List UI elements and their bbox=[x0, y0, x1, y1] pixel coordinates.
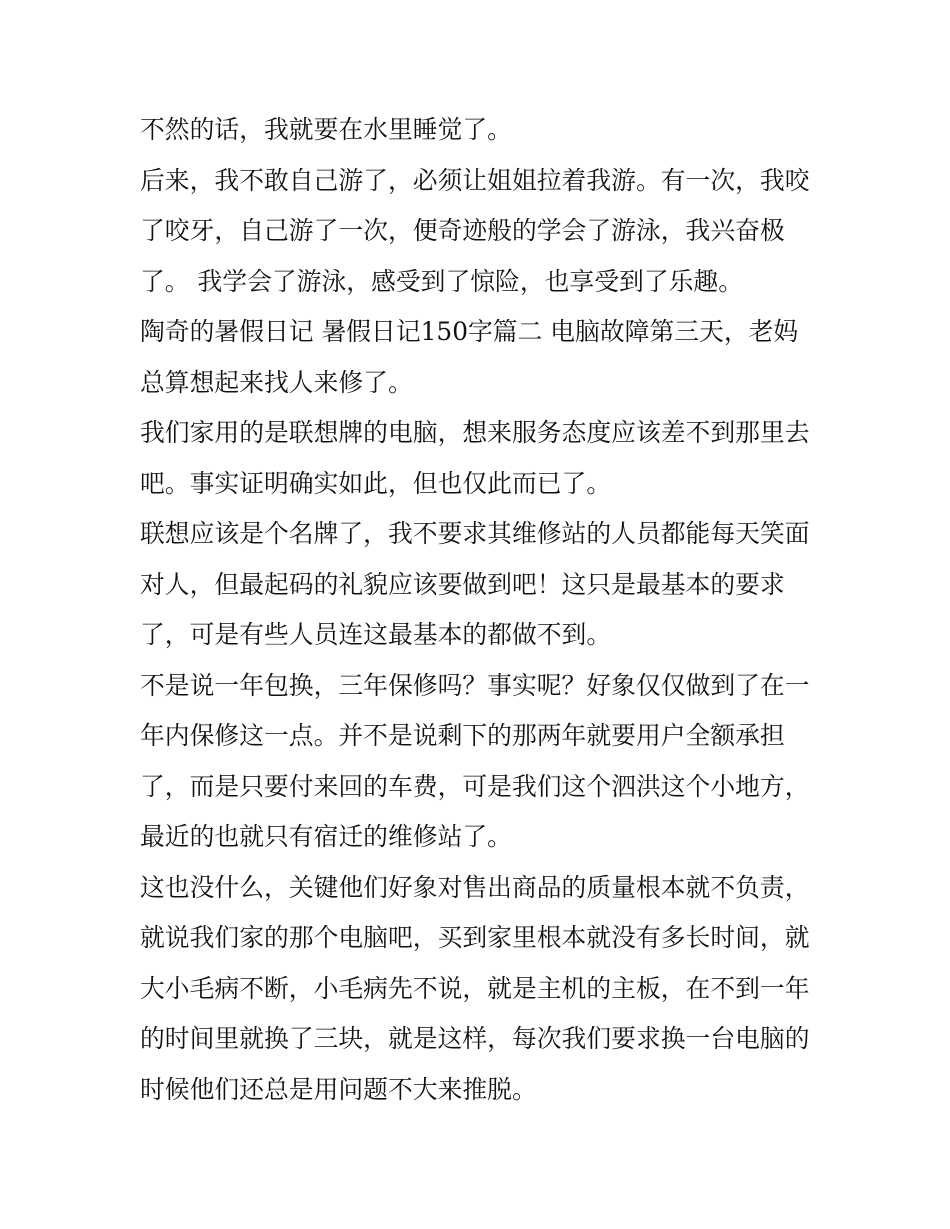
text-line: 联想应该是个名牌了，我不要求其维修站的人员都能每天笑面 bbox=[140, 519, 810, 548]
text-line: 时候他们还总是用问题不大来推脱。 bbox=[140, 1074, 537, 1104]
text-line: 我们家用的是联想牌的电脑，想来服务态度应该差不到那里去 bbox=[140, 418, 810, 447]
text-line: 的时间里就换了三块，就是这样，每次我们要求换一台电脑的 bbox=[140, 1024, 810, 1053]
text-line: 最近的也就只有宿迁的维修站了。 bbox=[140, 822, 512, 851]
text-line: 陶奇的暑假日记 暑假日记150字篇二 电脑故障第三天，老妈 bbox=[140, 317, 799, 346]
text-line: 了咬牙，自己游了一次，便奇迹般的学会了游泳，我兴奋极 bbox=[140, 216, 785, 245]
text-line: 大小毛病不断，小毛病先不说，就是主机的主板，在不到一年 bbox=[140, 973, 810, 1003]
text-line: 年内保修这一点。并不是说剩下的那两年就要用户全额承担 bbox=[140, 721, 785, 750]
text-line: 了，可是有些人员连这最基本的都做不到。 bbox=[140, 620, 612, 649]
text-line: 吧。事实证明确实如此，但也仅此而已了。 bbox=[140, 468, 612, 498]
text-line: 总算想起来找人来修了。 bbox=[140, 367, 413, 397]
text-line: 不是说一年包换，三年保修吗？事实呢？好象仅仅做到了在一 bbox=[140, 670, 810, 700]
text-line: 这也没什么，关键他们好象对售出商品的质量根本就不负责， bbox=[140, 872, 810, 902]
text-line: 不然的话，我就要在水里睡觉了。 bbox=[140, 115, 512, 144]
text-line: 了。 我学会了游泳，感受到了惊险，也享受到了乐趣。 bbox=[140, 266, 744, 296]
text-line: 了，而是只要付来回的车费，可是我们这个泗洪这个小地方， bbox=[140, 771, 810, 801]
document-body bbox=[140, 105, 820, 1115]
text-line: 就说我们家的那个电脑吧，买到家里根本就没有多长时间，就 bbox=[140, 923, 810, 952]
text-line: 后来，我不敢自己游了，必须让姐姐拉着我游。有一次，我咬 bbox=[140, 165, 810, 195]
text-line: 对人，但最起码的礼貌应该要做到吧！这只是最基本的要求 bbox=[140, 569, 785, 599]
